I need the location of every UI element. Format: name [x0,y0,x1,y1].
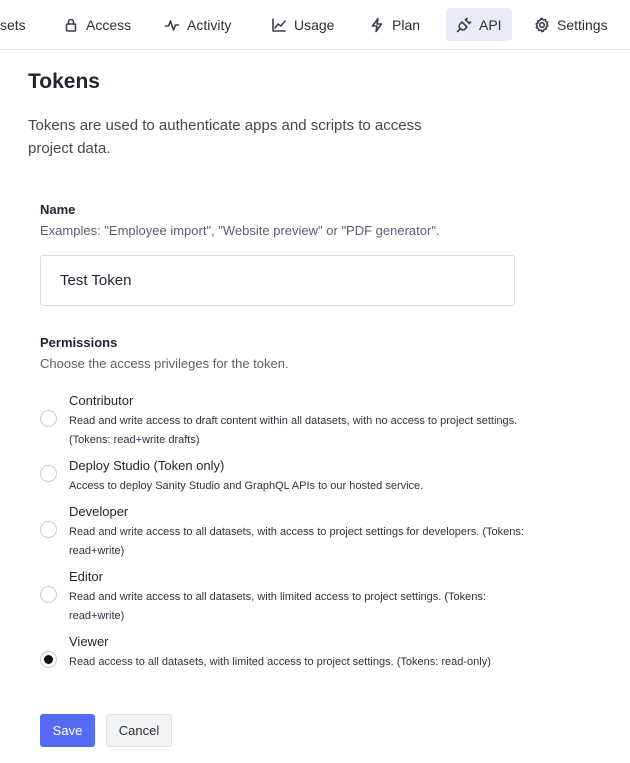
token-name-input[interactable] [40,255,515,306]
viewer-radio[interactable] [40,651,57,668]
gear-icon [534,17,550,33]
save-button[interactable]: Save [40,714,95,747]
option-description: Read and write access to draft content within all datasets, with no access to project settings. (Tokens: read+write drafts) [69,415,518,446]
option-title: Viewer [69,634,109,649]
permissions-hint: Choose the access privileges for the token. [40,356,289,371]
option-title: Contributor [69,393,134,408]
permission-option-deploy-studio[interactable] [40,458,530,494]
nav-item-datasets[interactable] [0,8,36,41]
cancel-button[interactable]: Cancel [106,714,172,747]
page-title: Tokens [28,70,100,93]
permissions-label: Permissions [40,335,118,350]
name-hint: Examples: "Employee import", "Website preview" or "PDF generator". [40,223,440,238]
permission-option-viewer[interactable] [40,634,530,689]
nav-item-activity[interactable] [154,8,241,41]
nav-item-label: Plan [392,16,421,33]
option-title: Deploy Studio (Token only) [69,458,225,473]
lock-icon [63,17,79,33]
project-nav [0,0,630,50]
contributor-radio[interactable] [40,410,57,427]
nav-item-label: Access [86,16,132,33]
nav-item-label: API [479,16,502,33]
nav-item-label: Activity [187,16,232,33]
plug-icon [456,17,472,33]
option-description: Read access to all datasets, with limited access to project settings. (Tokens: read-only) [69,656,491,668]
chart-line-icon [271,17,287,33]
nav-item-api[interactable] [446,8,512,41]
option-description: Access to deploy Sanity Studio and GraphQL APIs to our hosted service. [69,480,424,492]
name-label: Name [40,202,76,217]
bolt-icon [369,17,385,33]
option-title: Developer [69,504,129,519]
permission-option-contributor[interactable] [40,393,530,448]
editor-radio[interactable] [40,586,57,603]
nav-item-label: sets [0,16,26,33]
option-description: Read and write access to all datasets, with limited access to project settings. (Tokens: read+write) [69,591,486,622]
option-description: Read and write access to all datasets, with access to project settings for developers. (Tokens: read+write) [69,526,524,557]
nav-item-usage[interactable] [261,8,344,41]
nav-item-access[interactable] [53,8,141,41]
activity-icon [164,17,180,33]
page-intro: Tokens are used to authenticate apps and scripts to access project data. [28,117,422,157]
nav-item-label: Usage [294,16,335,33]
permission-option-editor[interactable] [40,569,530,624]
nav-item-label: Settings [557,16,608,33]
permission-option-developer[interactable] [40,504,530,559]
developer-radio[interactable] [40,521,57,538]
option-title: Editor [69,569,103,584]
nav-item-plan[interactable] [359,8,430,41]
deploy-studio-radio[interactable] [40,465,57,482]
nav-item-settings[interactable] [524,8,618,41]
